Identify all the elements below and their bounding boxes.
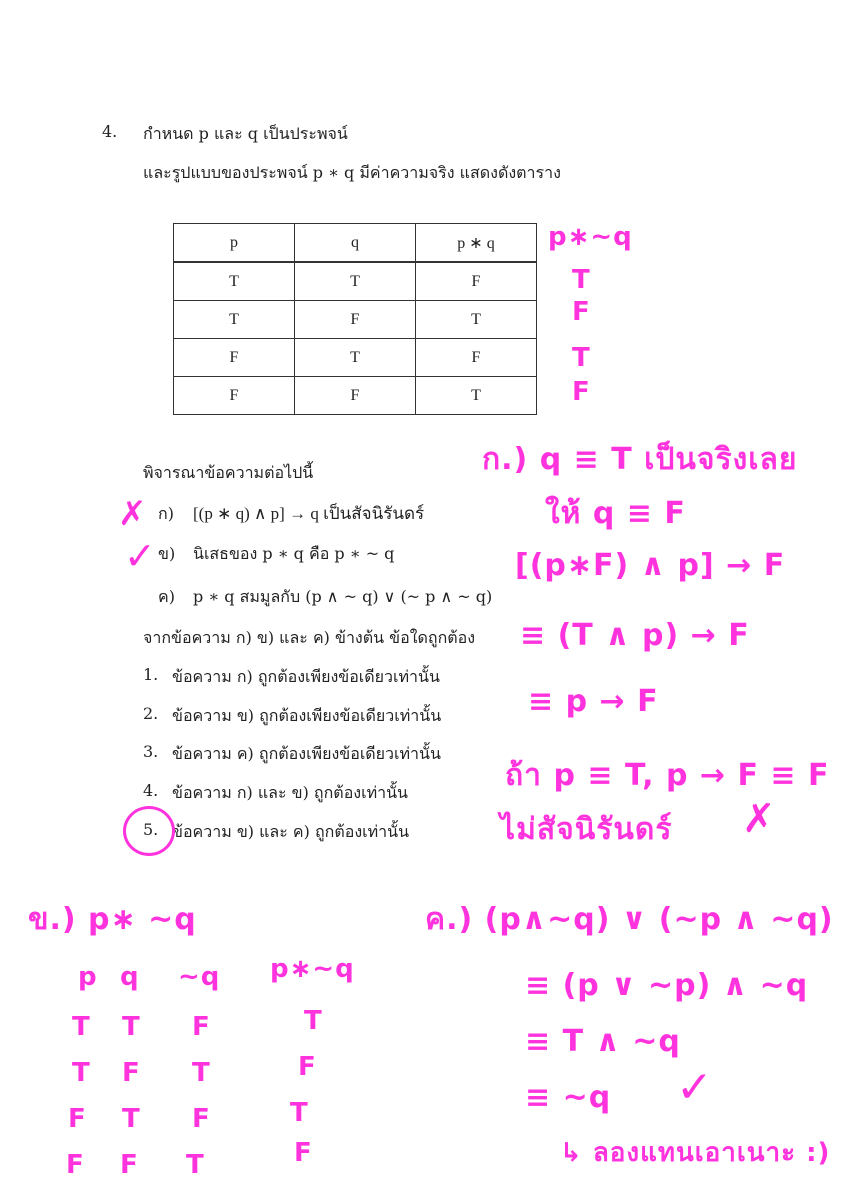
table-note-value: F <box>572 297 591 327</box>
part-b-cell: F <box>298 1052 317 1082</box>
question-line-2: และรูปแบบของประพจน์ p ∗ q มีค่าความจริง แสดงดังตาราง <box>143 163 561 182</box>
choice-2-number: 2. <box>143 704 159 723</box>
table-header-cell: p ∗ q <box>416 224 537 263</box>
table-cell: T <box>174 301 295 339</box>
part-b-title: ข.) p∗ ~q <box>28 902 197 937</box>
answer-circle <box>123 806 175 856</box>
table-note-value: T <box>572 265 591 295</box>
statements-question: จากข้อความ ก) ข) และ ค) ข้างต้น ข้อใดถูกต้อง <box>143 628 476 647</box>
part-b-cell: F <box>192 1012 211 1042</box>
choice-5-number: 5. <box>143 820 159 839</box>
choice-2-text: ข้อความ ข) ถูกต้องเพียงข้อเดียวเท่านั้น <box>172 706 442 725</box>
choice-3-text: ข้อความ ค) ถูกต้องเพียงข้อเดียวเท่านั้น <box>172 744 441 763</box>
part-b-cell: T <box>304 1006 323 1036</box>
part-b-cell: F <box>68 1104 87 1134</box>
part-b-cell: F <box>192 1104 211 1134</box>
part-b-cell: F <box>122 1058 141 1088</box>
statements-intro: พิจารณาข้อความต่อไปนี้ <box>143 463 314 482</box>
part-a-line: ถ้า p ≡ T, p → F ≡ F <box>505 758 830 793</box>
part-b-header: p <box>78 962 98 992</box>
table-cell: F <box>174 339 295 377</box>
part-a-line: ≡ p → F <box>528 684 659 719</box>
table-row <box>174 301 537 339</box>
statement-b-label: ข) <box>158 544 176 563</box>
part-b-cell: F <box>294 1138 313 1168</box>
part-a-line: ให้ q ≡ F <box>545 496 686 531</box>
table-note-value: F <box>572 377 591 407</box>
statement-a-label: ก) <box>158 504 174 523</box>
table-cell: F <box>416 339 537 377</box>
table-cell: F <box>295 377 416 415</box>
part-c-line: ≡ T ∧ ~q <box>525 1024 681 1059</box>
part-b-cell: T <box>192 1058 211 1088</box>
table-note-header: p∗~q <box>548 222 633 252</box>
statement-c-label: ค) <box>158 587 175 606</box>
part-b-cell: T <box>72 1058 91 1088</box>
part-a-line: ก.) q ≡ T เป็นจริงเลย <box>482 442 798 477</box>
part-c-line: ค.) (p∧~q) ∨ (~p ∧ ~q) <box>425 902 834 937</box>
part-a-line: [(p∗F) ∧ p] → F <box>515 548 786 583</box>
choice-5-text: ข้อความ ข) และ ค) ถูกต้องเท่านั้น <box>172 822 410 841</box>
part-b-cell: T <box>290 1098 309 1128</box>
table-note-value: T <box>572 343 591 373</box>
table-cell: T <box>295 262 416 301</box>
part-a-line: ≡ (T ∧ p) → F <box>520 618 750 653</box>
part-b-cell: F <box>120 1150 139 1180</box>
table-header-cell: q <box>295 224 416 263</box>
footnote: ↳ ลองแทนเอาเนาะ :) <box>560 1138 831 1168</box>
table-cell: T <box>416 377 537 415</box>
table-cell: F <box>295 301 416 339</box>
part-c-line: ≡ ~q <box>525 1080 612 1115</box>
cross-mark-icon: ✗ <box>118 494 147 534</box>
part-a-cross-icon: ✗ <box>742 796 776 842</box>
table-cell: T <box>295 339 416 377</box>
part-b-header: q <box>120 962 140 992</box>
table-cell: F <box>416 262 537 301</box>
choice-3-number: 3. <box>143 742 159 761</box>
part-a-line: ไม่สัจนิรันดร์ <box>500 812 673 847</box>
choice-4-number: 4. <box>143 781 159 800</box>
table-header-cell: p <box>174 224 295 263</box>
choice-4-text: ข้อความ ก) และ ข) ถูกต้องเท่านั้น <box>172 783 408 802</box>
table-cell: T <box>416 301 537 339</box>
choice-1-number: 1. <box>143 665 159 684</box>
part-b-header: p∗~q <box>270 954 355 984</box>
question-number: 4. <box>102 122 118 141</box>
statement-b-text: นิเสธของ p ∗ q คือ p ∗ ~ q <box>193 544 395 563</box>
table-row <box>174 339 537 377</box>
table-cell: T <box>174 262 295 301</box>
table-row <box>174 377 537 415</box>
part-b-cell: T <box>186 1150 205 1180</box>
part-b-cell: F <box>66 1150 85 1180</box>
table-cell: F <box>174 377 295 415</box>
statement-a-text: [(p ∗ q) ∧ p] → q เป็นสัจนิรันดร์ <box>193 504 425 523</box>
part-c-line: ≡ (p ∨ ~p) ∧ ~q <box>525 968 809 1003</box>
part-b-cell: T <box>122 1012 141 1042</box>
question-line-1: กำหนด p และ q เป็นประพจน์ <box>143 124 348 143</box>
choice-1-text: ข้อความ ก) ถูกต้องเพียงข้อเดียวเท่านั้น <box>172 667 440 686</box>
part-b-header: ~q <box>178 962 221 992</box>
part-b-cell: T <box>122 1104 141 1134</box>
check-mark-icon: ✓ <box>124 534 156 578</box>
truth-table-header <box>174 224 537 263</box>
truth-table <box>173 223 537 415</box>
part-b-cell: T <box>72 1012 91 1042</box>
statement-c-text: p ∗ q สมมูลกับ (p ∧ ~ q) ∨ (~ p ∧ ~ q) <box>193 587 493 606</box>
table-row <box>174 262 537 301</box>
part-c-check-icon: ✓ <box>676 1062 713 1113</box>
